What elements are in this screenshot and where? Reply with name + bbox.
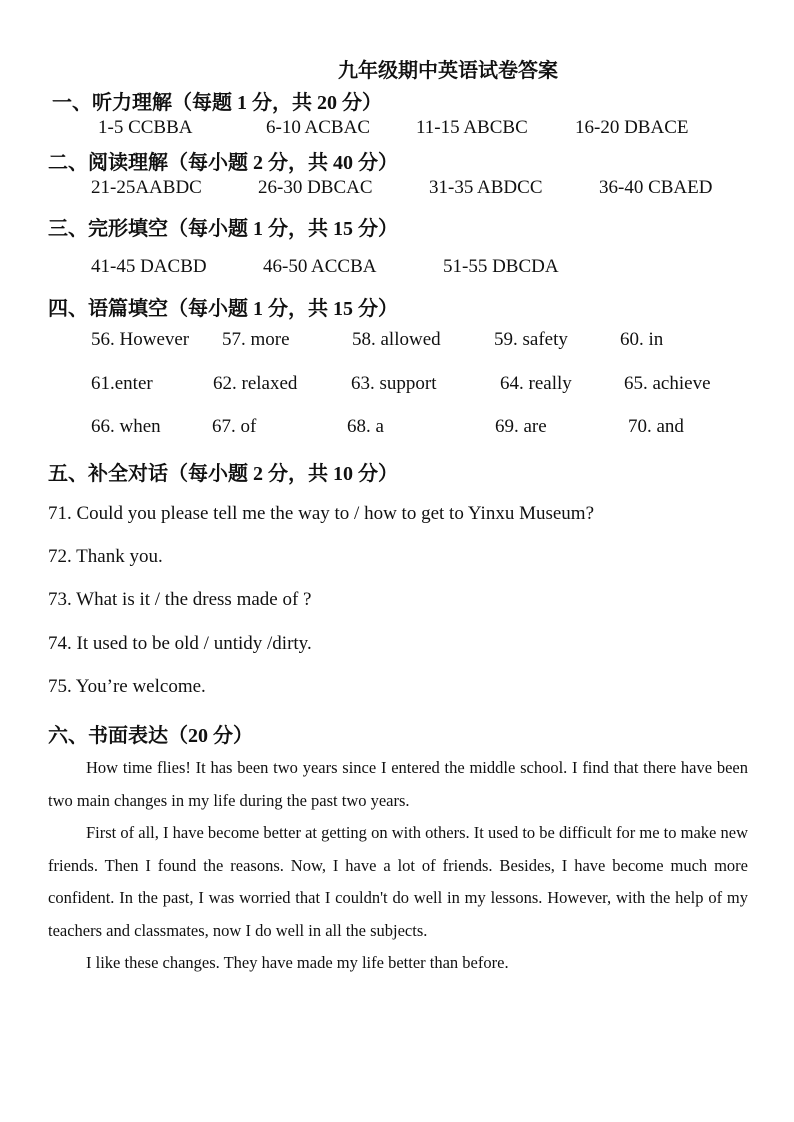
answer-group: 16-20 DBACE [575, 117, 689, 138]
answer-item: 65. achieve [624, 373, 711, 394]
section-2-heading: 二、阅读理解（每小题 2 分，共 40 分） [48, 152, 398, 174]
dialogue-answer: 75. You’re welcome. [48, 676, 206, 697]
answer-item: 64. really [500, 373, 572, 394]
dialogue-answer: 71. Could you please tell me the way to / how to get to Yinxu Museum? [48, 503, 594, 524]
answer-group: 6-10 ACBAC [266, 117, 370, 138]
answer-group: 46-50 ACCBA [263, 256, 377, 277]
answer-item: 67. of [212, 416, 257, 437]
dialogue-answer: 74. It used to be old / untidy /dirty. [48, 633, 312, 654]
essay-paragraph: How time flies! It has been two years since I entered the middle school. I find that there have been two main changes in my life during the past two years. [48, 758, 748, 810]
answer-group: 11-15 ABCBC [416, 117, 528, 138]
answer-item: 68. a [347, 416, 384, 437]
answer-item: 58. allowed [352, 329, 441, 350]
answer-group: 31-35 ABDCC [429, 177, 543, 198]
answer-group: 26-30 DBCAC [258, 177, 373, 198]
essay-paragraph: I like these changes. They have made my life better than before. [86, 953, 509, 972]
section-5-heading: 五、补全对话（每小题 2 分，共 10 分） [48, 463, 398, 485]
answer-item: 63. support [351, 373, 437, 394]
answer-group: 21-25AABDC [91, 177, 202, 198]
answer-item: 62. relaxed [213, 373, 298, 394]
page-title: 九年级期中英语试卷答案 [338, 60, 558, 82]
answer-item: 70. and [628, 416, 684, 437]
answer-item: 61.enter [91, 373, 153, 394]
answer-item: 59. safety [494, 329, 568, 350]
essay-paragraph: First of all, I have become better at getting on with others. It used to be difficult for me to make new friends. Then I found the reasons. Now, I have a lot of friends. Besides, I have become much more confident. In the past, I was worried that I couldn't do well in my lessons. However, with the help of my teachers and classmates, now I do well in all the subjects. [48, 823, 748, 940]
answer-item: 66. when [91, 416, 161, 437]
answer-group: 1-5 CCBBA [98, 117, 193, 138]
section-1-heading: 一、听力理解（每题 1 分，共 20 分） [52, 92, 382, 114]
section-4-heading: 四、语篇填空（每小题 1 分，共 15 分） [48, 298, 398, 320]
answer-item: 57. more [222, 329, 290, 350]
dialogue-answer: 72. Thank you. [48, 546, 163, 567]
answer-item: 56. However [91, 329, 190, 350]
dialogue-answer: 73. What is it / the dress made of ? [48, 589, 312, 610]
essay [48, 752, 748, 980]
answer-group: 36-40 CBAED [599, 177, 713, 198]
answer-item: 60. in [620, 329, 664, 350]
answer-group: 51-55 DBCDA [443, 256, 559, 277]
answer-item: 69. are [495, 416, 547, 437]
section-3-heading: 三、完形填空（每小题 1 分，共 15 分） [48, 218, 398, 240]
answer-group: 41-45 DACBD [91, 256, 207, 277]
section-6-heading: 六、书面表达（20 分） [48, 725, 253, 747]
